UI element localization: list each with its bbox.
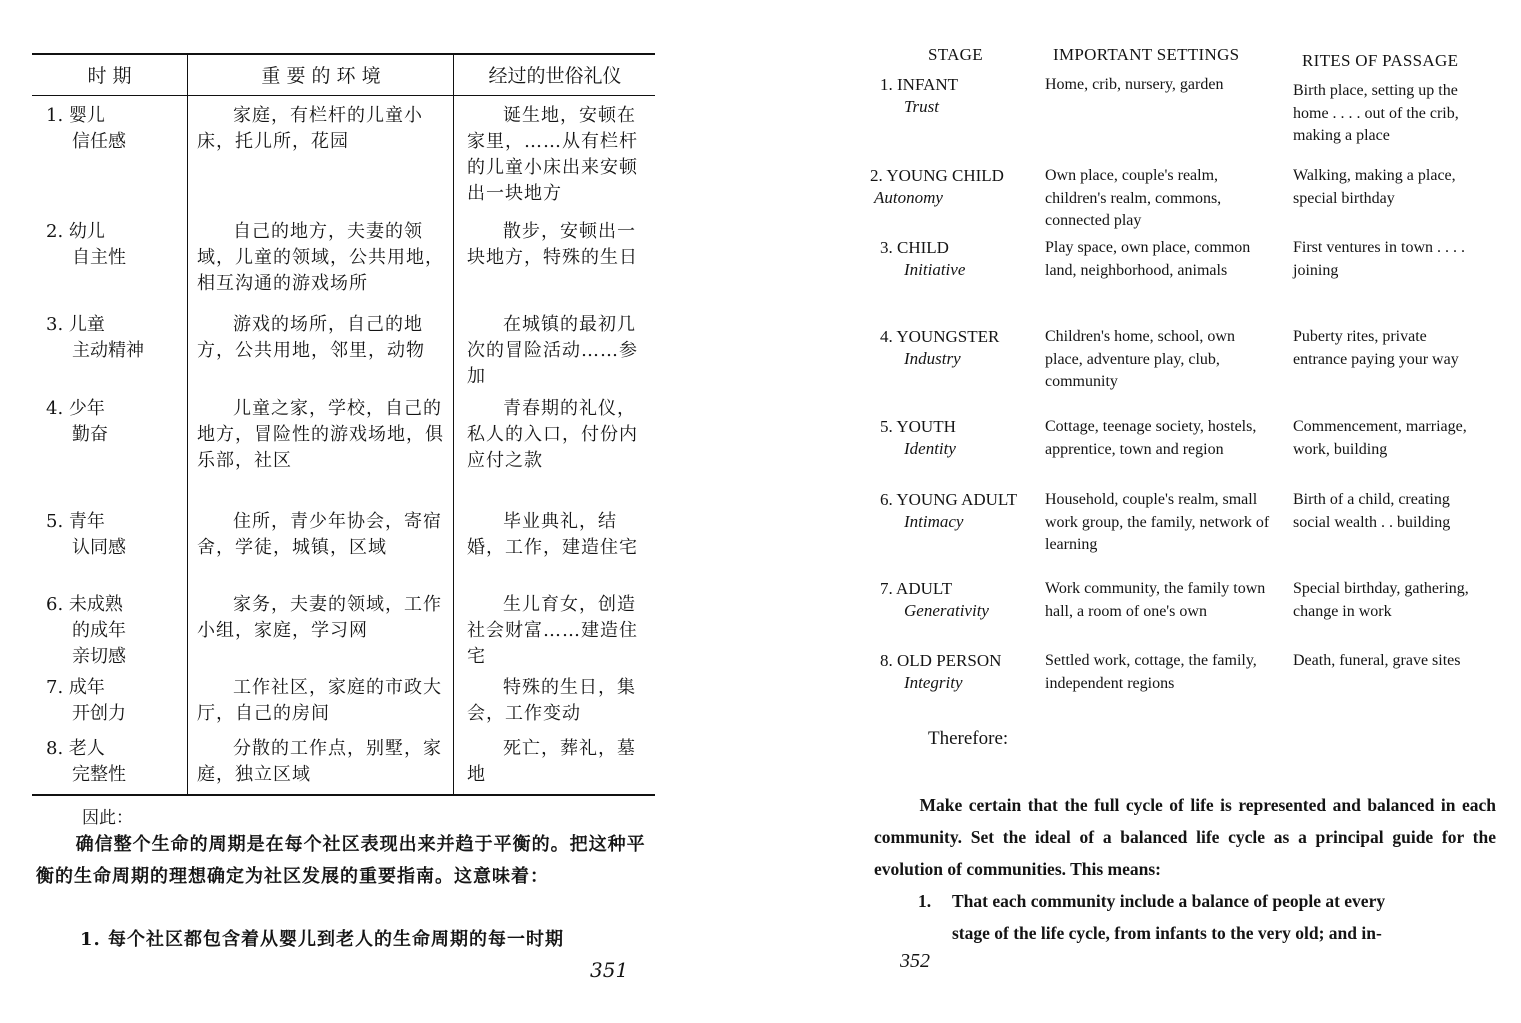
rites-cell: 诞生地，安顿在家里，……从有栏杆的儿童小床出来安顿出一块地方	[467, 105, 638, 204]
header-settings: 重 要 的 环 境	[261, 65, 381, 87]
therefore-label: 因此：	[82, 808, 133, 828]
stage-quality: 主动精神	[72, 340, 144, 361]
stage-name: 8. 老人	[46, 738, 105, 759]
stage-cell	[880, 416, 1048, 460]
settings-cell: Home, crib, nursery, garden	[1045, 76, 1224, 93]
stage-quality: 完整性	[72, 764, 126, 785]
stage-name: 2. 幼儿	[46, 221, 105, 242]
rites-cell: 特殊的生日，集会，工作变动	[467, 677, 636, 724]
list-item-text: That each community include a balance of people at every	[952, 891, 1386, 911]
table-header	[32, 55, 655, 96]
stage-cell	[46, 592, 186, 670]
pattern-statement: Make certain that the full cycle of life is represented and balanced in each community. Set the ideal of a balanced life cycle as a principal guide for the evolution of communities. This means:	[874, 795, 1496, 879]
stage-cell	[870, 165, 1038, 209]
stage-quality: Initiative	[904, 260, 966, 279]
settings-cell: 家庭，有栏杆的儿童小床，托儿所，花园	[197, 105, 423, 152]
stage-name: 6. YOUNG ADULT	[880, 490, 1018, 509]
stage-cell	[46, 219, 186, 271]
settings-cell: 家务，夫妻的领域，工作小组，家庭，学习网	[197, 594, 442, 641]
rites-cell: Birth place, setting up the home . . . . out of the crib, making a place	[1293, 82, 1459, 144]
rites-cell: 毕业典礼，结婚，工作，建造住宅	[467, 511, 638, 558]
header-rites: 经过的世俗礼仪	[488, 65, 622, 87]
stage-quality: 信任感	[72, 131, 126, 152]
settings-cell: 儿童之家，学校，自己的地方，冒险性的游戏场地，俱乐部，社区	[197, 398, 444, 471]
stage-name: 3. 儿童	[46, 314, 105, 335]
stage-name: 2. YOUNG CHILD	[870, 166, 1004, 185]
stage-quality: Generativity	[904, 601, 989, 620]
stage-cell	[880, 489, 1048, 533]
rites-cell: 青春期的礼仪，私人的入口，付份内应付之款	[467, 398, 638, 471]
header-stage: STAGE	[928, 45, 983, 64]
stage-cell	[46, 736, 186, 788]
rites-cell: Birth of a child, creating social wealth . . building	[1293, 491, 1451, 531]
stage-cell	[880, 74, 1048, 118]
rites-cell: 在城镇的最初几次的冒险活动……参加	[467, 314, 638, 387]
stage-cell	[46, 509, 186, 561]
right-page	[860, 0, 1521, 1023]
list-item	[918, 885, 1494, 949]
stage-cell	[46, 103, 186, 155]
settings-cell: 住所，青少年协会，寄宿舍，学徒，城镇，区域	[197, 511, 442, 558]
stages-table-chinese	[32, 53, 655, 796]
stage-name: 5. 青年	[46, 511, 105, 532]
stage-name: 4. 少年	[46, 398, 105, 419]
rites-cell: 生儿育女，创造社会财富……建造住宅	[467, 594, 638, 667]
stage-quality: Trust	[904, 97, 939, 116]
header-settings: IMPORTANT SETTINGS	[1053, 45, 1240, 64]
stage-quality: Identity	[904, 439, 956, 458]
therefore-label: Therefore:	[928, 728, 1009, 749]
settings-cell: 工作社区，家庭的市政大厅，自己的房间	[197, 677, 442, 724]
stage-name: 7. ADULT	[880, 579, 953, 598]
left-page	[0, 0, 700, 1023]
stage-name-cont: 的成年	[72, 620, 126, 641]
stage-cell	[46, 396, 186, 448]
settings-cell: Play space, own place, common land, neighborhood, animals	[1045, 239, 1251, 279]
settings-cell: Settled work, cottage, the family, independent regions	[1045, 652, 1257, 692]
settings-cell: 分散的工作点，别墅，家庭，独立区域	[197, 738, 442, 785]
stage-name: 4. YOUNGSTER	[880, 327, 1000, 346]
stage-name: 1. 婴儿	[46, 105, 105, 126]
stage-cell	[880, 237, 1048, 281]
stage-quality: Intimacy	[904, 512, 964, 531]
list-item-text-cont: stage of the life cycle, from infants to the very old; and in-	[952, 923, 1382, 943]
settings-cell: 游戏的场所，自己的地方，公共用地，邻里，动物	[197, 314, 425, 361]
page-number: 351	[590, 958, 629, 982]
rites-cell: Death, funeral, grave sites	[1293, 652, 1461, 669]
stage-name: 7. 成年	[46, 677, 105, 698]
stage-quality: 认同感	[72, 537, 126, 558]
stage-quality: 开创力	[72, 703, 126, 724]
stage-cell	[880, 650, 1048, 694]
settings-cell: Own place, couple's realm, children's realm, commons, connected play	[1045, 167, 1222, 229]
stage-quality: 勤奋	[72, 424, 108, 445]
stage-cell	[46, 312, 186, 364]
column-divider	[453, 55, 454, 794]
pattern-statement: 确信整个生命的周期是在每个社区表现出来并趋于平衡的。把这种平衡的生命周期的理想确定为社区发展的重要指南。这意味着：	[36, 834, 646, 887]
stage-cell	[880, 578, 1048, 622]
rites-cell: Commencement, marriage, work, building	[1293, 418, 1467, 458]
rites-cell: Special birthday, gathering, change in work	[1293, 580, 1469, 620]
list-item: 1. 每个社区都包含着从婴儿到老人的生命周期的每一时期	[80, 929, 565, 950]
settings-cell: Work community, the family town hall, a room of one's own	[1045, 580, 1266, 620]
settings-cell: Cottage, teenage society, hostels, apprentice, town and region	[1045, 418, 1257, 458]
stage-name: 1. INFANT	[880, 75, 959, 94]
header-stage: 时 期	[87, 65, 132, 87]
column-divider	[187, 55, 188, 794]
header-rites: RITES OF PASSAGE	[1302, 51, 1459, 70]
rites-cell: First ventures in town . . . . joining	[1293, 239, 1465, 279]
stage-name: 8. OLD PERSON	[880, 651, 1002, 670]
stage-quality: 自主性	[72, 247, 126, 268]
stage-quality: Industry	[904, 349, 961, 368]
rites-cell: Walking, making a place, special birthday	[1293, 167, 1456, 207]
list-item-number: 1.	[918, 891, 932, 911]
settings-cell: Children's home, school, own place, adventure play, club, community	[1045, 328, 1235, 390]
rites-cell: 散步，安顿出一块地方，特殊的生日	[467, 221, 638, 268]
stage-quality: Autonomy	[874, 188, 943, 207]
stage-cell	[880, 326, 1048, 370]
settings-cell: 自己的地方，夫妻的领域，儿童的领域，公共用地，相互沟通的游戏场所	[197, 221, 444, 294]
stage-name: 5. YOUTH	[880, 417, 956, 436]
stage-name: 6. 未成熟	[46, 594, 123, 615]
page-number: 352	[900, 950, 930, 972]
rites-cell: 死亡，葬礼，墓地	[467, 738, 636, 785]
stage-quality: 亲切感	[72, 646, 126, 667]
rites-cell: Puberty rites, private entrance paying your way	[1293, 328, 1459, 368]
stage-name: 3. CHILD	[880, 238, 949, 257]
settings-cell: Household, couple's realm, small work group, the family, network of learning	[1045, 491, 1270, 553]
stage-cell	[46, 675, 186, 727]
stage-quality: Integrity	[904, 673, 963, 692]
